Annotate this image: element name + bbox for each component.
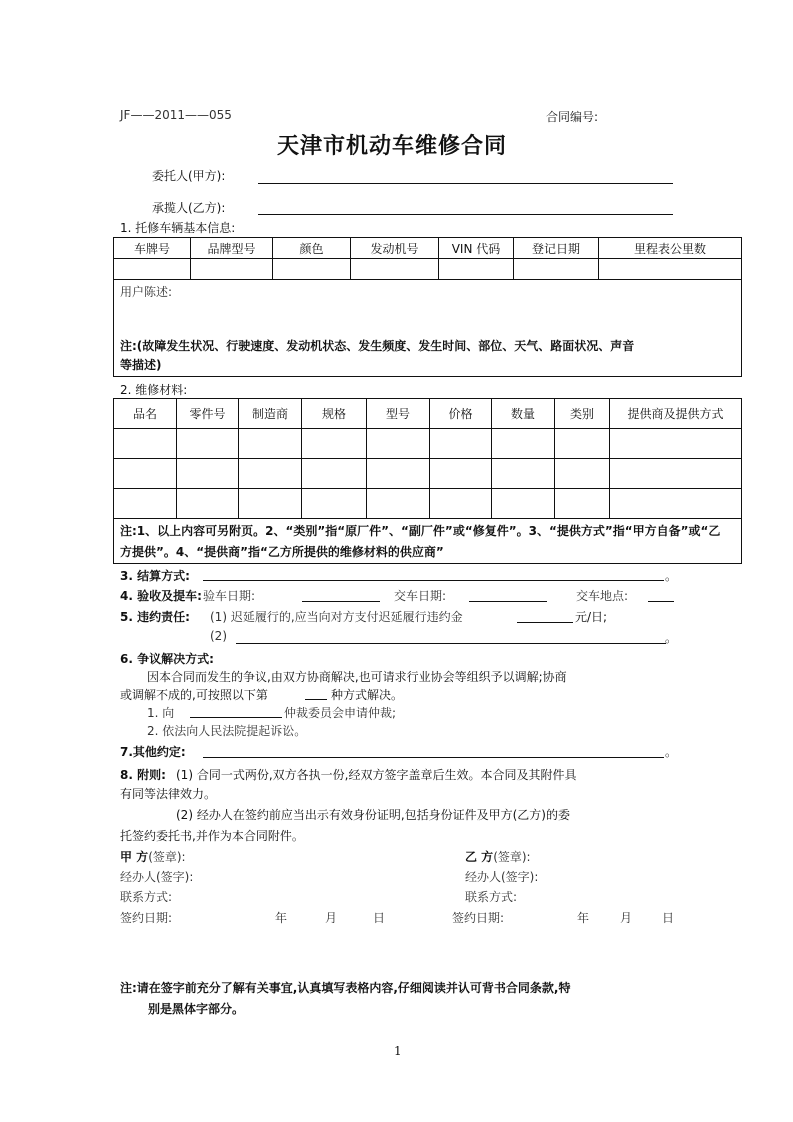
appendix-p2a: (2) 经办人在签约前应当出示有效身份证明,包括身份证件及甲方(乙方)的委: [176, 808, 570, 822]
deliver-date-label: 交车日期:: [394, 589, 447, 603]
materials-note-cell: [114, 519, 742, 564]
party-b-seal-label: (签章):: [493, 850, 531, 864]
materials-table: [113, 398, 742, 564]
party-a-seal-label: (签章):: [148, 850, 186, 864]
material-row[interactable]: [114, 429, 742, 459]
cell-brand[interactable]: [191, 259, 273, 280]
contract-number-label: 合同编号:: [546, 110, 599, 124]
materials-note-1: 注:1、以上内容可另附页。2、“类别”指“原厂件”、“副厂件”或“修复件”。3、“提供方式”指“甲方自备”或“乙: [120, 524, 721, 538]
party-a-month: 月: [325, 911, 338, 925]
inspect-date-label: 验车日期:: [203, 589, 256, 603]
deliver-place-field[interactable]: [648, 601, 674, 602]
dispute-option-field[interactable]: [305, 699, 327, 700]
other-terms-field[interactable]: [203, 757, 664, 758]
party-b-agent: 经办人(签字):: [465, 870, 539, 884]
doc-code: JF——2011——055: [120, 108, 232, 122]
materials-note-2: 方提供”。4、“提供商”指“乙方所提供的维修材料的供应商”: [120, 545, 444, 559]
inspect-date-field[interactable]: [302, 601, 380, 602]
material-row[interactable]: [114, 459, 742, 489]
section2-title-text: 2. 维修材料:: [120, 383, 188, 397]
dispute-opt1-b: 仲裁委员会申请仲裁;: [284, 706, 397, 720]
party-b-seal: [465, 848, 531, 865]
party-a-label: 委托人(甲方):: [152, 169, 226, 183]
cell-vin[interactable]: [439, 259, 514, 280]
liability-item2: (2): [210, 629, 227, 643]
vehicle-info-table: [113, 237, 742, 377]
user-statement-label: 用户陈述:: [120, 285, 173, 299]
deliver-date-field[interactable]: [469, 601, 547, 602]
settlement-end: 。: [665, 569, 678, 583]
party-a-sign-date: 签约日期:: [120, 911, 173, 925]
col-maker: 制造商: [239, 399, 302, 429]
col-brand: 品牌型号: [191, 238, 273, 259]
col-qty: 数量: [492, 399, 555, 429]
party-b-month: 月: [620, 911, 633, 925]
party-a-day: 日: [373, 911, 386, 925]
col-vin: VIN 代码: [439, 238, 514, 259]
settlement-field[interactable]: [203, 580, 664, 581]
cell-color[interactable]: [273, 259, 351, 280]
cell-reg-date[interactable]: [514, 259, 599, 280]
dispute-para-2b: 种方式解决。: [331, 688, 404, 702]
party-b-day: 日: [662, 911, 675, 925]
appendix-p2b: 托签约委托书,并作为本合同附件。: [120, 829, 304, 843]
party-b-name: 乙 方: [465, 850, 494, 864]
col-engine: 发动机号: [351, 238, 439, 259]
page-title: 天津市机动车维修合同: [277, 134, 508, 159]
dispute-opt1-a: 1. 向: [147, 706, 175, 720]
col-item: 品名: [114, 399, 177, 429]
party-b-year: 年: [577, 911, 590, 925]
party-b-sign-date: 签约日期:: [452, 911, 505, 925]
party-a-agent: 经办人(签字):: [120, 870, 194, 884]
cell-engine[interactable]: [351, 259, 439, 280]
appendix-p1a: (1) 合同一式两份,双方各执一份,经双方签字盖章后生效。本合同及其附件具: [176, 768, 577, 782]
liability-end: 。: [665, 631, 678, 645]
liability-label: 5. 违约责任:: [120, 610, 190, 624]
dispute-label: 6. 争议解决方式:: [120, 652, 214, 666]
col-category: 类别: [555, 399, 610, 429]
col-part-no: 零件号: [177, 399, 239, 429]
dispute-para-2a: 或调解不成的,可按照以下第: [120, 688, 268, 702]
col-price: 价格: [430, 399, 492, 429]
party-a-field[interactable]: [258, 183, 673, 184]
dispute-para-1: 因本合同而发生的争议,由双方协商解决,也可请求行业协会等组织予以调解;协商: [147, 670, 567, 684]
appendix-p1b: 有同等法律效力。: [120, 787, 217, 801]
party-b-contact: 联系方式:: [465, 890, 518, 904]
cell-plate[interactable]: [114, 259, 191, 280]
col-supplier: 提供商及提供方式: [610, 399, 742, 429]
liability-item1-a: (1) 迟延履行的,应当向对方支付迟延履行违约金: [210, 610, 463, 624]
party-b-field[interactable]: [258, 214, 673, 215]
arbitration-field[interactable]: [190, 717, 282, 718]
settlement-label: 3. 结算方式:: [120, 569, 190, 583]
deliver-place-label: 交车地点:: [576, 589, 629, 603]
appendix-label: 8. 附则:: [120, 768, 166, 782]
party-a-contact: 联系方式:: [120, 890, 173, 904]
col-reg-date: 登记日期: [514, 238, 599, 259]
party-a-name: 甲 方: [120, 850, 149, 864]
section1-title-text: 1. 托修车辆基本信息:: [120, 221, 236, 235]
dispute-opt2: 2. 依法向人民法院提起诉讼。: [147, 724, 307, 738]
col-color: 颜色: [273, 238, 351, 259]
party-a-year: 年: [275, 911, 288, 925]
cell-mileage[interactable]: [599, 259, 742, 280]
other-terms-end: 。: [665, 745, 678, 759]
col-plate: 车牌号: [114, 238, 191, 259]
col-model: 型号: [367, 399, 430, 429]
section2-title: [120, 381, 187, 398]
col-spec: 规格: [302, 399, 367, 429]
fault-note: 注:(故障发生状况、行驶速度、发动机状态、发生频度、发生时间、部位、天气、路面状况、声音: [120, 339, 635, 353]
party-a-seal: [120, 848, 186, 865]
footer-note-2: 别是黑体字部分。: [148, 1002, 245, 1016]
section1-title: [120, 219, 235, 236]
liability-item1-b: 元/日;: [575, 610, 608, 624]
fault-note-cont: 等描述): [120, 358, 162, 372]
party-b-label: 承揽人(乙方):: [152, 201, 226, 215]
col-mileage: 里程表公里数: [599, 238, 742, 259]
liability-item2-field[interactable]: [236, 643, 666, 644]
acceptance-label: 4. 验收及提车:: [120, 589, 202, 603]
other-terms-label: 7.其他约定:: [120, 745, 186, 759]
material-row[interactable]: [114, 489, 742, 519]
page-number: 1: [394, 1044, 402, 1058]
user-statement-cell[interactable]: [114, 280, 742, 377]
footer-note-1: 注:请在签字前充分了解有关事宜,认真填写表格内容,仔细阅读并认可背书合同条款,特: [120, 981, 571, 995]
penalty-field[interactable]: [517, 622, 573, 623]
